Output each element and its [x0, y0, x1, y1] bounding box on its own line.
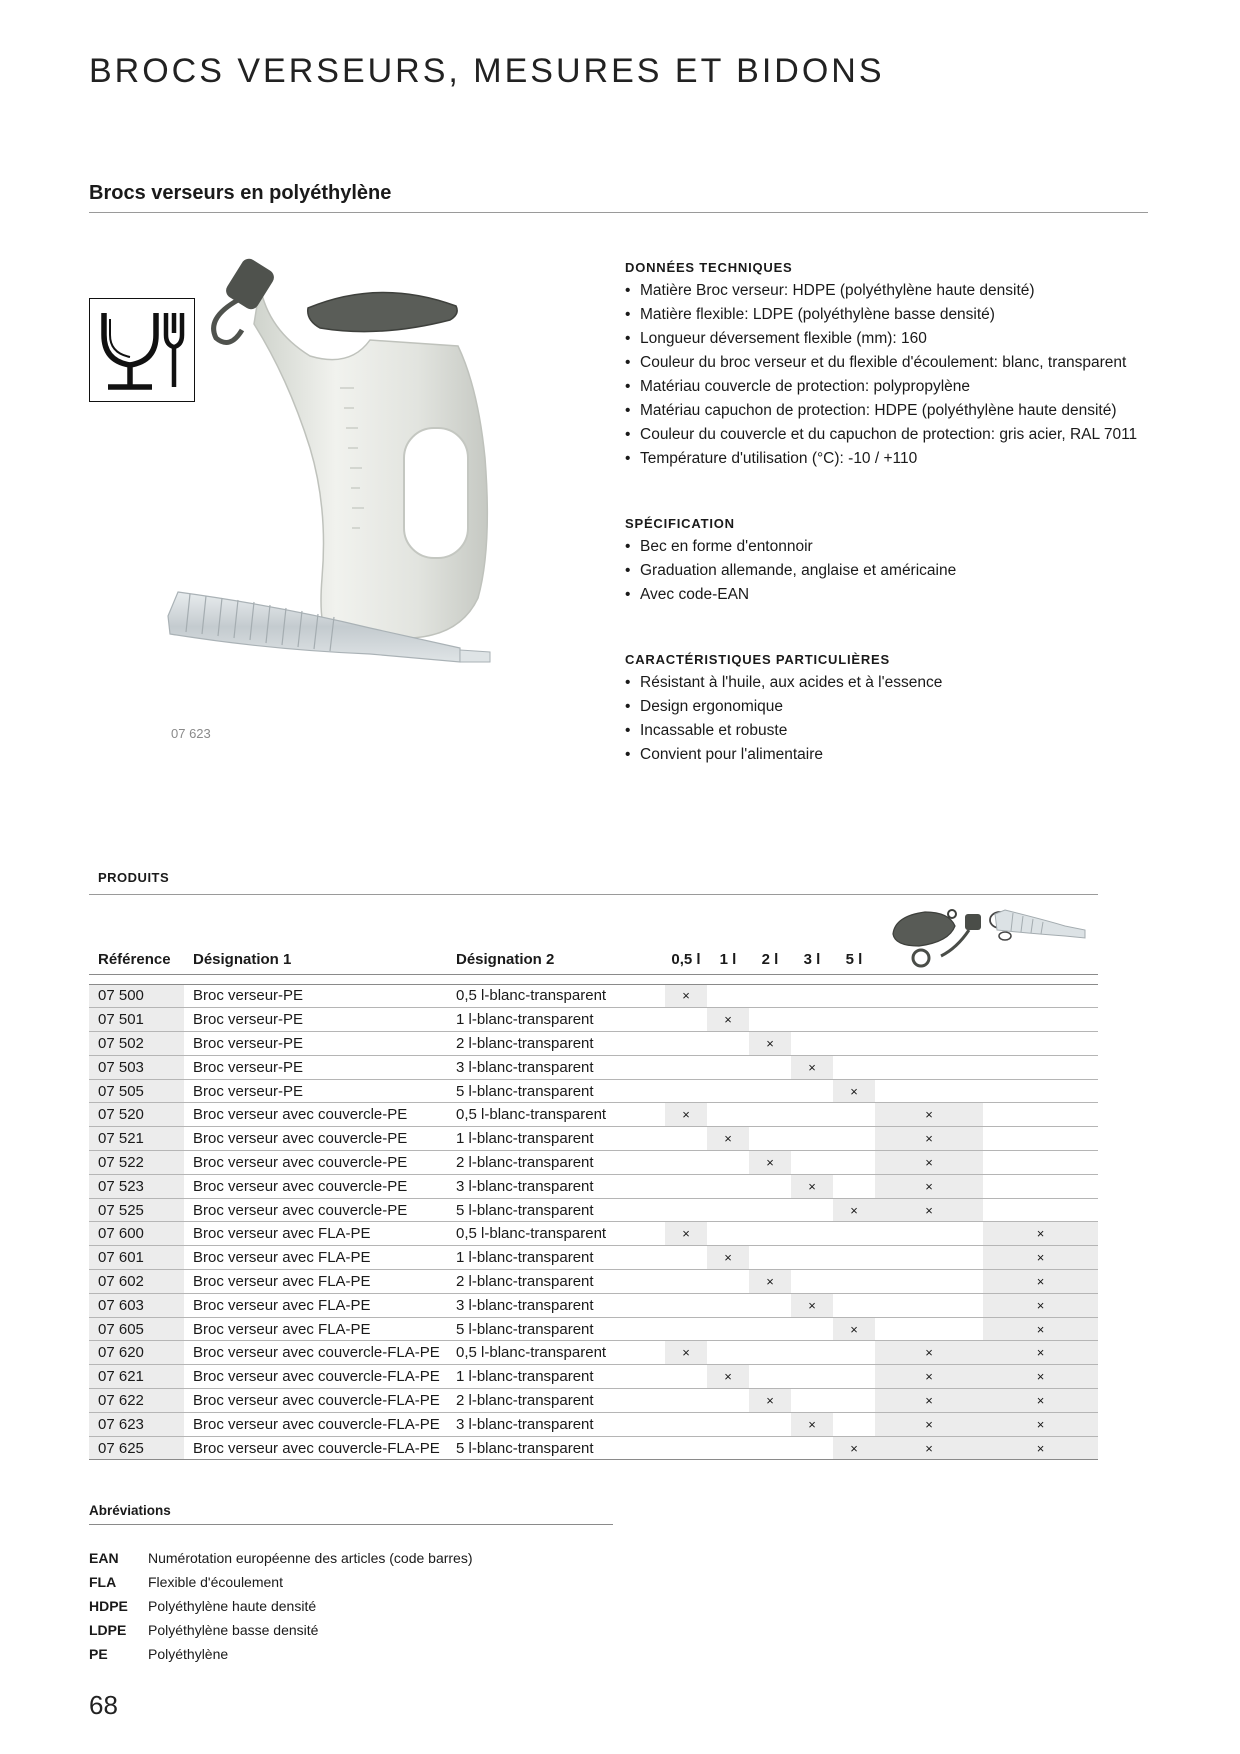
abbreviation-row — [89, 1546, 473, 1570]
cell-volume-mark — [791, 1436, 833, 1460]
cell-designation-2: 1 l-blanc-transparent — [447, 1008, 665, 1032]
section-divider — [89, 212, 1148, 213]
table-row — [89, 1246, 1098, 1270]
cell-volume-mark: × — [791, 1293, 833, 1317]
cell-volume-mark — [833, 1341, 875, 1365]
cell-flexible-mark: × — [983, 1222, 1098, 1246]
cell-designation-1: Broc verseur avec FLA-PE — [184, 1222, 447, 1246]
cell-lid-mark: × — [875, 1174, 983, 1198]
cell-volume-mark — [833, 1151, 875, 1175]
cell-flexible-mark: × — [983, 1436, 1098, 1460]
cell-volume-mark — [833, 1222, 875, 1246]
cell-volume-mark — [707, 1436, 749, 1460]
spec-item: • Matière Broc verseur: HDPE (polyéthylène haute densité) — [625, 279, 1185, 303]
cell-volume-mark: × — [791, 1174, 833, 1198]
cell-volume-mark — [791, 1151, 833, 1175]
cell-volume-mark — [833, 1270, 875, 1294]
cell-volume-mark — [707, 1151, 749, 1175]
cell-flexible-mark: × — [983, 1317, 1098, 1341]
cell-volume-mark — [665, 1317, 707, 1341]
cell-volume-mark — [707, 1198, 749, 1222]
cell-volume-mark — [791, 1365, 833, 1389]
cell-designation-1: Broc verseur avec couvercle-PE — [184, 1127, 447, 1151]
table-row — [89, 1436, 1098, 1460]
cell-lid-mark: × — [875, 1151, 983, 1175]
special-features-list — [625, 671, 1185, 767]
cell-volume-mark — [833, 984, 875, 1008]
table-row — [89, 1103, 1098, 1127]
cell-designation-2: 3 l-blanc-transparent — [447, 1174, 665, 1198]
cell-lid-mark — [875, 1079, 983, 1103]
col-0-5l: 0,5 l — [665, 946, 707, 974]
cell-volume-mark: × — [665, 1222, 707, 1246]
cell-volume-mark — [665, 1436, 707, 1460]
spec-item: • Bec en forme d'entonnoir — [625, 535, 1185, 559]
technical-data — [625, 260, 1185, 471]
cell-volume-mark — [749, 1055, 791, 1079]
products-heading: PRODUITS — [98, 870, 170, 885]
abbreviations-heading: Abréviations — [89, 1503, 171, 1518]
spec-item: • Matériau capuchon de protection: HDPE (polyéthylène haute densité) — [625, 399, 1185, 423]
spec-item: • Couleur du couvercle et du capuchon de protection: gris acier, RAL 7011 — [625, 423, 1185, 447]
cell-flexible-mark — [983, 1055, 1098, 1079]
cell-volume-mark — [749, 1246, 791, 1270]
cell-designation-1: Broc verseur avec FLA-PE — [184, 1246, 447, 1270]
page-number: 68 — [89, 1690, 118, 1720]
cell-volume-mark — [665, 1055, 707, 1079]
cell-designation-2: 0,5 l-blanc-transparent — [447, 984, 665, 1008]
cell-flexible-mark — [983, 984, 1098, 1008]
cell-volume-mark — [665, 1127, 707, 1151]
table-row — [89, 1127, 1098, 1151]
cell-designation-1: Broc verseur avec couvercle-PE — [184, 1151, 447, 1175]
spec-item: • Température d'utilisation (°C): -10 / +110 — [625, 447, 1185, 471]
table-row — [89, 984, 1098, 1008]
cell-lid-mark: × — [875, 1436, 983, 1460]
cell-designation-1: Broc verseur avec couvercle-PE — [184, 1103, 447, 1127]
abbreviation-row — [89, 1594, 473, 1618]
cell-volume-mark — [665, 1079, 707, 1103]
cell-designation-2: 1 l-blanc-transparent — [447, 1365, 665, 1389]
cell-volume-mark — [833, 1008, 875, 1032]
table-row — [89, 1032, 1098, 1056]
cell-volume-mark: × — [749, 1151, 791, 1175]
cell-volume-mark — [833, 1293, 875, 1317]
cell-volume-mark — [833, 1032, 875, 1056]
abbreviation-row — [89, 1642, 473, 1666]
cell-volume-mark — [665, 1293, 707, 1317]
cell-designation-1: Broc verseur avec couvercle-FLA-PE — [184, 1412, 447, 1436]
abbreviation-row — [89, 1618, 473, 1642]
cell-reference: 07 522 — [89, 1151, 184, 1175]
abbreviation-value: Polyéthylène basse densité — [148, 1622, 319, 1638]
cell-volume-mark — [791, 1341, 833, 1365]
abbreviation-row — [89, 1570, 473, 1594]
cell-volume-mark — [665, 1008, 707, 1032]
cell-designation-2: 2 l-blanc-transparent — [447, 1270, 665, 1294]
spec-item: • Graduation allemande, anglaise et américaine — [625, 559, 1185, 583]
cell-volume-mark — [791, 1032, 833, 1056]
cell-designation-1: Broc verseur avec couvercle-PE — [184, 1174, 447, 1198]
cell-volume-mark — [749, 1317, 791, 1341]
cell-reference: 07 505 — [89, 1079, 184, 1103]
abbreviation-value: Polyéthylène — [148, 1646, 229, 1662]
section-title: Brocs verseurs en polyéthylène — [89, 182, 392, 204]
cell-lid-mark: × — [875, 1412, 983, 1436]
cell-volume-mark — [749, 1436, 791, 1460]
cell-lid-mark: × — [875, 1365, 983, 1389]
cell-flexible-mark: × — [983, 1246, 1098, 1270]
cell-lid-mark — [875, 984, 983, 1008]
cell-designation-1: Broc verseur avec couvercle-PE — [184, 1198, 447, 1222]
cell-lid-mark — [875, 1293, 983, 1317]
col-flexible — [983, 946, 1098, 974]
cell-designation-2: 5 l-blanc-transparent — [447, 1079, 665, 1103]
cell-designation-2: 5 l-blanc-transparent — [447, 1317, 665, 1341]
cell-designation-2: 0,5 l-blanc-transparent — [447, 1222, 665, 1246]
cell-reference: 07 601 — [89, 1246, 184, 1270]
cell-designation-1: Broc verseur avec couvercle-FLA-PE — [184, 1341, 447, 1365]
cell-lid-mark: × — [875, 1341, 983, 1365]
abbreviation-key: LDPE — [89, 1622, 127, 1638]
table-row — [89, 1055, 1098, 1079]
spec-item: • Convient pour l'alimentaire — [625, 743, 1185, 767]
spec-item: • Matière flexible: LDPE (polyéthylène basse densité) — [625, 303, 1185, 327]
specification-list — [625, 535, 1185, 607]
cell-volume-mark — [791, 1246, 833, 1270]
cell-volume-mark: × — [833, 1436, 875, 1460]
specification — [625, 516, 1185, 607]
cell-designation-2: 0,5 l-blanc-transparent — [447, 1103, 665, 1127]
cell-flexible-mark: × — [983, 1365, 1098, 1389]
cell-volume-mark: × — [749, 1270, 791, 1294]
cell-flexible-mark: × — [983, 1412, 1098, 1436]
cell-lid-mark: × — [875, 1198, 983, 1222]
cell-designation-1: Broc verseur avec couvercle-FLA-PE — [184, 1389, 447, 1413]
page-title: BROCS VERSEURS, MESURES ET BIDONS — [89, 52, 885, 90]
cell-designation-2: 2 l-blanc-transparent — [447, 1389, 665, 1413]
cell-flexible-mark — [983, 1151, 1098, 1175]
cell-designation-2: 5 l-blanc-transparent — [447, 1198, 665, 1222]
cell-volume-mark: × — [665, 1103, 707, 1127]
cell-reference: 07 600 — [89, 1222, 184, 1246]
products-divider — [89, 894, 1098, 895]
cell-designation-2: 3 l-blanc-transparent — [447, 1293, 665, 1317]
cell-designation-1: Broc verseur-PE — [184, 984, 447, 1008]
cell-volume-mark — [707, 1032, 749, 1056]
cell-designation-2: 2 l-blanc-transparent — [447, 1151, 665, 1175]
cell-lid-mark: × — [875, 1389, 983, 1413]
cell-volume-mark — [665, 1151, 707, 1175]
cell-volume-mark: × — [791, 1412, 833, 1436]
cell-flexible-mark: × — [983, 1293, 1098, 1317]
table-row — [89, 1365, 1098, 1389]
col-designation-1: Désignation 1 — [184, 946, 447, 974]
cell-volume-mark: × — [707, 1008, 749, 1032]
cell-volume-mark — [749, 1222, 791, 1246]
spec-item: • Couleur du broc verseur et du flexible d'écoulement: blanc, transparent — [625, 351, 1185, 375]
cell-volume-mark — [791, 1270, 833, 1294]
spec-item: • Matériau couvercle de protection: polypropylène — [625, 375, 1185, 399]
cell-volume-mark — [833, 1103, 875, 1127]
technical-data-heading: DONNÉES TECHNIQUES — [625, 260, 793, 275]
table-row — [89, 1317, 1098, 1341]
cell-lid-mark — [875, 1055, 983, 1079]
cell-lid-mark — [875, 1032, 983, 1056]
cell-volume-mark — [707, 1389, 749, 1413]
cell-volume-mark: × — [707, 1246, 749, 1270]
col-2l: 2 l — [749, 946, 791, 974]
cell-flexible-mark — [983, 1008, 1098, 1032]
cell-reference: 07 525 — [89, 1198, 184, 1222]
cell-designation-1: Broc verseur-PE — [184, 1055, 447, 1079]
spec-item: • Design ergonomique — [625, 695, 1185, 719]
cell-volume-mark — [665, 1198, 707, 1222]
cell-volume-mark — [707, 1293, 749, 1317]
cell-designation-2: 1 l-blanc-transparent — [447, 1127, 665, 1151]
cell-volume-mark — [791, 984, 833, 1008]
cell-reference: 07 520 — [89, 1103, 184, 1127]
table-row — [89, 1389, 1098, 1413]
cell-volume-mark — [833, 1389, 875, 1413]
cell-lid-mark: × — [875, 1127, 983, 1151]
cell-volume-mark: × — [791, 1055, 833, 1079]
cell-reference: 07 622 — [89, 1389, 184, 1413]
cell-designation-1: Broc verseur avec couvercle-FLA-PE — [184, 1365, 447, 1389]
cell-designation-2: 3 l-blanc-transparent — [447, 1055, 665, 1079]
abbreviation-key: HDPE — [89, 1598, 128, 1614]
col-lid — [875, 946, 983, 974]
cell-flexible-mark: × — [983, 1341, 1098, 1365]
cell-designation-1: Broc verseur avec FLA-PE — [184, 1270, 447, 1294]
cell-flexible-mark — [983, 1174, 1098, 1198]
abbreviation-value: Flexible d'écoulement — [148, 1574, 283, 1590]
cell-volume-mark — [665, 1365, 707, 1389]
table-body — [89, 984, 1098, 1460]
cell-reference: 07 503 — [89, 1055, 184, 1079]
cell-volume-mark — [665, 1174, 707, 1198]
cell-lid-mark: × — [875, 1103, 983, 1127]
cell-volume-mark: × — [833, 1079, 875, 1103]
cell-reference: 07 621 — [89, 1365, 184, 1389]
cell-volume-mark — [749, 1198, 791, 1222]
cell-volume-mark — [833, 1246, 875, 1270]
cell-volume-mark — [749, 1341, 791, 1365]
cell-flexible-mark — [983, 1103, 1098, 1127]
cell-volume-mark — [665, 1246, 707, 1270]
cell-lid-mark — [875, 1246, 983, 1270]
cell-volume-mark — [791, 1198, 833, 1222]
abbreviations-divider — [89, 1524, 613, 1525]
cell-reference: 07 500 — [89, 984, 184, 1008]
cell-volume-mark — [833, 1174, 875, 1198]
cell-volume-mark — [749, 1365, 791, 1389]
spec-item: • Résistant à l'huile, aux acides et à l'essence — [625, 671, 1185, 695]
product-image — [160, 258, 540, 728]
cell-volume-mark — [749, 1412, 791, 1436]
products-table — [89, 946, 1098, 1460]
cell-designation-1: Broc verseur-PE — [184, 1008, 447, 1032]
cell-flexible-mark: × — [983, 1270, 1098, 1294]
cell-volume-mark — [707, 984, 749, 1008]
cell-volume-mark — [791, 1317, 833, 1341]
cell-reference: 07 625 — [89, 1436, 184, 1460]
cell-volume-mark — [791, 1222, 833, 1246]
cell-flexible-mark — [983, 1127, 1098, 1151]
cell-volume-mark: × — [833, 1198, 875, 1222]
cell-volume-mark: × — [665, 1341, 707, 1365]
cell-volume-mark: × — [749, 1032, 791, 1056]
table-row — [89, 1412, 1098, 1436]
table-row — [89, 1293, 1098, 1317]
cell-volume-mark — [707, 1412, 749, 1436]
cell-reference: 07 501 — [89, 1008, 184, 1032]
col-1l: 1 l — [707, 946, 749, 974]
cell-lid-mark — [875, 1317, 983, 1341]
table-row — [89, 1151, 1098, 1175]
cell-volume-mark — [749, 1008, 791, 1032]
special-features-heading: CARACTÉRISTIQUES PARTICULIÈRES — [625, 652, 890, 667]
cell-volume-mark — [749, 1174, 791, 1198]
cell-reference: 07 620 — [89, 1341, 184, 1365]
abbreviation-key: PE — [89, 1646, 108, 1662]
cell-designation-1: Broc verseur avec FLA-PE — [184, 1317, 447, 1341]
table-row — [89, 1341, 1098, 1365]
cell-volume-mark — [833, 1412, 875, 1436]
cell-lid-mark — [875, 1222, 983, 1246]
cell-volume-mark — [791, 1127, 833, 1151]
cell-reference: 07 523 — [89, 1174, 184, 1198]
cell-volume-mark: × — [749, 1389, 791, 1413]
cell-flexible-mark — [983, 1198, 1098, 1222]
col-3l: 3 l — [791, 946, 833, 974]
cell-volume-mark — [833, 1127, 875, 1151]
col-5l: 5 l — [833, 946, 875, 974]
cell-reference: 07 623 — [89, 1412, 184, 1436]
spec-item: • Incassable et robuste — [625, 719, 1185, 743]
cell-designation-1: Broc verseur-PE — [184, 1079, 447, 1103]
cell-volume-mark — [791, 1103, 833, 1127]
cell-designation-2: 1 l-blanc-transparent — [447, 1246, 665, 1270]
cell-volume-mark — [707, 1270, 749, 1294]
table-row — [89, 1222, 1098, 1246]
cell-designation-2: 3 l-blanc-transparent — [447, 1412, 665, 1436]
technical-data-list — [625, 279, 1185, 471]
spec-item: • Avec code-EAN — [625, 583, 1185, 607]
cell-lid-mark — [875, 1270, 983, 1294]
cell-volume-mark — [749, 1127, 791, 1151]
header-spacer — [89, 974, 1098, 984]
cell-volume-mark — [665, 1270, 707, 1294]
cell-reference: 07 602 — [89, 1270, 184, 1294]
cell-volume-mark — [791, 1008, 833, 1032]
table-row — [89, 1198, 1098, 1222]
col-reference: Référence — [89, 946, 184, 974]
cell-volume-mark — [665, 1389, 707, 1413]
abbreviations-list — [89, 1546, 473, 1666]
table-row — [89, 1270, 1098, 1294]
abbreviation-value: Polyéthylène haute densité — [148, 1598, 317, 1614]
table-row — [89, 1008, 1098, 1032]
cell-volume-mark — [749, 1293, 791, 1317]
cell-designation-1: Broc verseur-PE — [184, 1032, 447, 1056]
specifications — [625, 260, 1185, 803]
cell-designation-1: Broc verseur avec couvercle-FLA-PE — [184, 1436, 447, 1460]
cell-volume-mark: × — [707, 1127, 749, 1151]
cell-volume-mark — [665, 1412, 707, 1436]
cell-volume-mark — [791, 1389, 833, 1413]
cell-volume-mark — [707, 1079, 749, 1103]
cell-designation-2: 2 l-blanc-transparent — [447, 1032, 665, 1056]
specification-heading: SPÉCIFICATION — [625, 516, 735, 531]
cell-volume-mark: × — [665, 984, 707, 1008]
cell-designation-2: 0,5 l-blanc-transparent — [447, 1341, 665, 1365]
col-designation-2: Désignation 2 — [447, 946, 665, 974]
spec-item: • Longueur déversement flexible (mm): 160 — [625, 327, 1185, 351]
table-header-row — [89, 946, 1098, 974]
cell-designation-2: 5 l-blanc-transparent — [447, 1436, 665, 1460]
cell-volume-mark: × — [833, 1317, 875, 1341]
abbreviation-key: EAN — [89, 1550, 119, 1566]
cell-volume-mark — [833, 1365, 875, 1389]
cell-flexible-mark: × — [983, 1389, 1098, 1413]
cell-designation-1: Broc verseur avec FLA-PE — [184, 1293, 447, 1317]
cell-lid-mark — [875, 1008, 983, 1032]
cell-volume-mark — [707, 1055, 749, 1079]
cell-volume-mark — [833, 1055, 875, 1079]
product-caption: 07 623 — [171, 726, 211, 741]
cell-reference: 07 502 — [89, 1032, 184, 1056]
table-row — [89, 1174, 1098, 1198]
cell-volume-mark — [707, 1317, 749, 1341]
cell-volume-mark — [749, 1103, 791, 1127]
cell-reference: 07 605 — [89, 1317, 184, 1341]
cell-volume-mark: × — [707, 1365, 749, 1389]
cell-flexible-mark — [983, 1079, 1098, 1103]
special-features — [625, 652, 1185, 767]
cell-volume-mark — [707, 1174, 749, 1198]
cell-volume-mark — [707, 1341, 749, 1365]
cell-reference: 07 603 — [89, 1293, 184, 1317]
cell-volume-mark — [791, 1079, 833, 1103]
cell-flexible-mark — [983, 1032, 1098, 1056]
cell-volume-mark — [749, 984, 791, 1008]
table-row — [89, 1079, 1098, 1103]
abbreviation-key: FLA — [89, 1574, 117, 1590]
abbreviation-value: Numérotation européenne des articles (code barres) — [148, 1550, 473, 1566]
cell-volume-mark — [707, 1103, 749, 1127]
cell-volume-mark — [749, 1079, 791, 1103]
cell-volume-mark — [665, 1032, 707, 1056]
cell-reference: 07 521 — [89, 1127, 184, 1151]
cell-volume-mark — [707, 1222, 749, 1246]
